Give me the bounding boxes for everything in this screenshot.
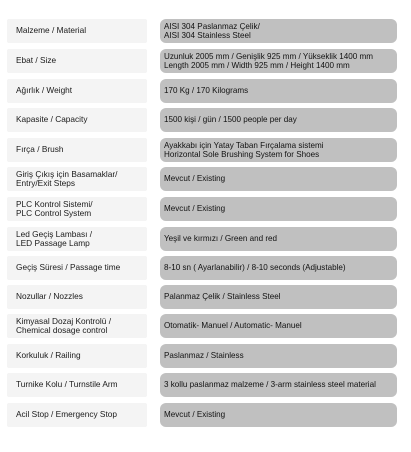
spec-value: Paslanmaz / Stainless — [160, 344, 397, 368]
spec-row-brush — [0, 138, 411, 162]
spec-label: Nozullar / Nozzles — [7, 285, 147, 309]
spec-row-emergency-stop — [0, 403, 411, 427]
spec-label: Fırça / Brush — [7, 138, 147, 162]
spec-row-capacity — [0, 108, 411, 132]
spec-label: Malzeme / Material — [7, 19, 147, 43]
spec-label: PLC Kontrol Sistemi/ PLC Control System — [7, 197, 147, 221]
spec-label: Geçiş Süresi / Passage time — [7, 256, 147, 280]
spec-value: Ayakkabı için Yatay Taban Fırçalama sistemi Horizontal Sole Brushing System for Shoes — [160, 138, 397, 162]
spec-label: Giriş Çıkış için Basamaklar/ Entry/Exit Steps — [7, 167, 147, 191]
spec-value: Yeşil ve kırmızı / Green and red — [160, 227, 397, 251]
spec-label: Ebat / Size — [7, 49, 147, 73]
spec-label: Kapasite / Capacity — [7, 108, 147, 132]
spec-value: 170 Kg / 170 Kilograms — [160, 79, 397, 103]
spec-label: Kimyasal Dozaj Kontrolü / Chemical dosage control — [7, 314, 147, 338]
spec-row-material — [0, 19, 411, 43]
spec-value: 3 kollu paslanmaz malzeme / 3-arm stainless steel material — [160, 373, 397, 397]
spec-value: Mevcut / Existing — [160, 167, 397, 191]
spec-label: Ağırlık / Weight — [7, 79, 147, 103]
spec-row-passage-time — [0, 256, 411, 280]
spec-row-nozzles — [0, 285, 411, 309]
spec-row-chemical-dosage — [0, 314, 411, 338]
spec-value: AISI 304 Paslanmaz Çelik/ AISI 304 Stainless Steel — [160, 19, 397, 43]
spec-row-turnstile-arm — [0, 373, 411, 397]
spec-value: Uzunluk 2005 mm / Genişlik 925 mm / Yükseklik 1400 mm Length 2005 mm / Width 925 mm / Height 1400 mm — [160, 49, 397, 73]
spec-label: Led Geçiş Lambası / LED Passage Lamp — [7, 227, 147, 251]
spec-row-plc — [0, 197, 411, 221]
spec-row-steps — [0, 167, 411, 191]
spec-row-led-lamp — [0, 227, 411, 251]
spec-row-weight — [0, 79, 411, 103]
spec-value: Palanmaz Çelik / Stainless Steel — [160, 285, 397, 309]
spec-value: 8-10 sn ( Ayarlanabilir) / 8-10 seconds (Adjustable) — [160, 256, 397, 280]
spec-row-railing — [0, 344, 411, 368]
spec-value: Mevcut / Existing — [160, 197, 397, 221]
spec-label: Acil Stop / Emergency Stop — [7, 403, 147, 427]
spec-value: Mevcut / Existing — [160, 403, 397, 427]
spec-row-size — [0, 49, 411, 73]
spec-value: Otomatik- Manuel / Automatic- Manuel — [160, 314, 397, 338]
spec-value: 1500 kişi / gün / 1500 people per day — [160, 108, 397, 132]
spec-label: Turnike Kolu / Turnstile Arm — [7, 373, 147, 397]
spec-label: Korkuluk / Railing — [7, 344, 147, 368]
